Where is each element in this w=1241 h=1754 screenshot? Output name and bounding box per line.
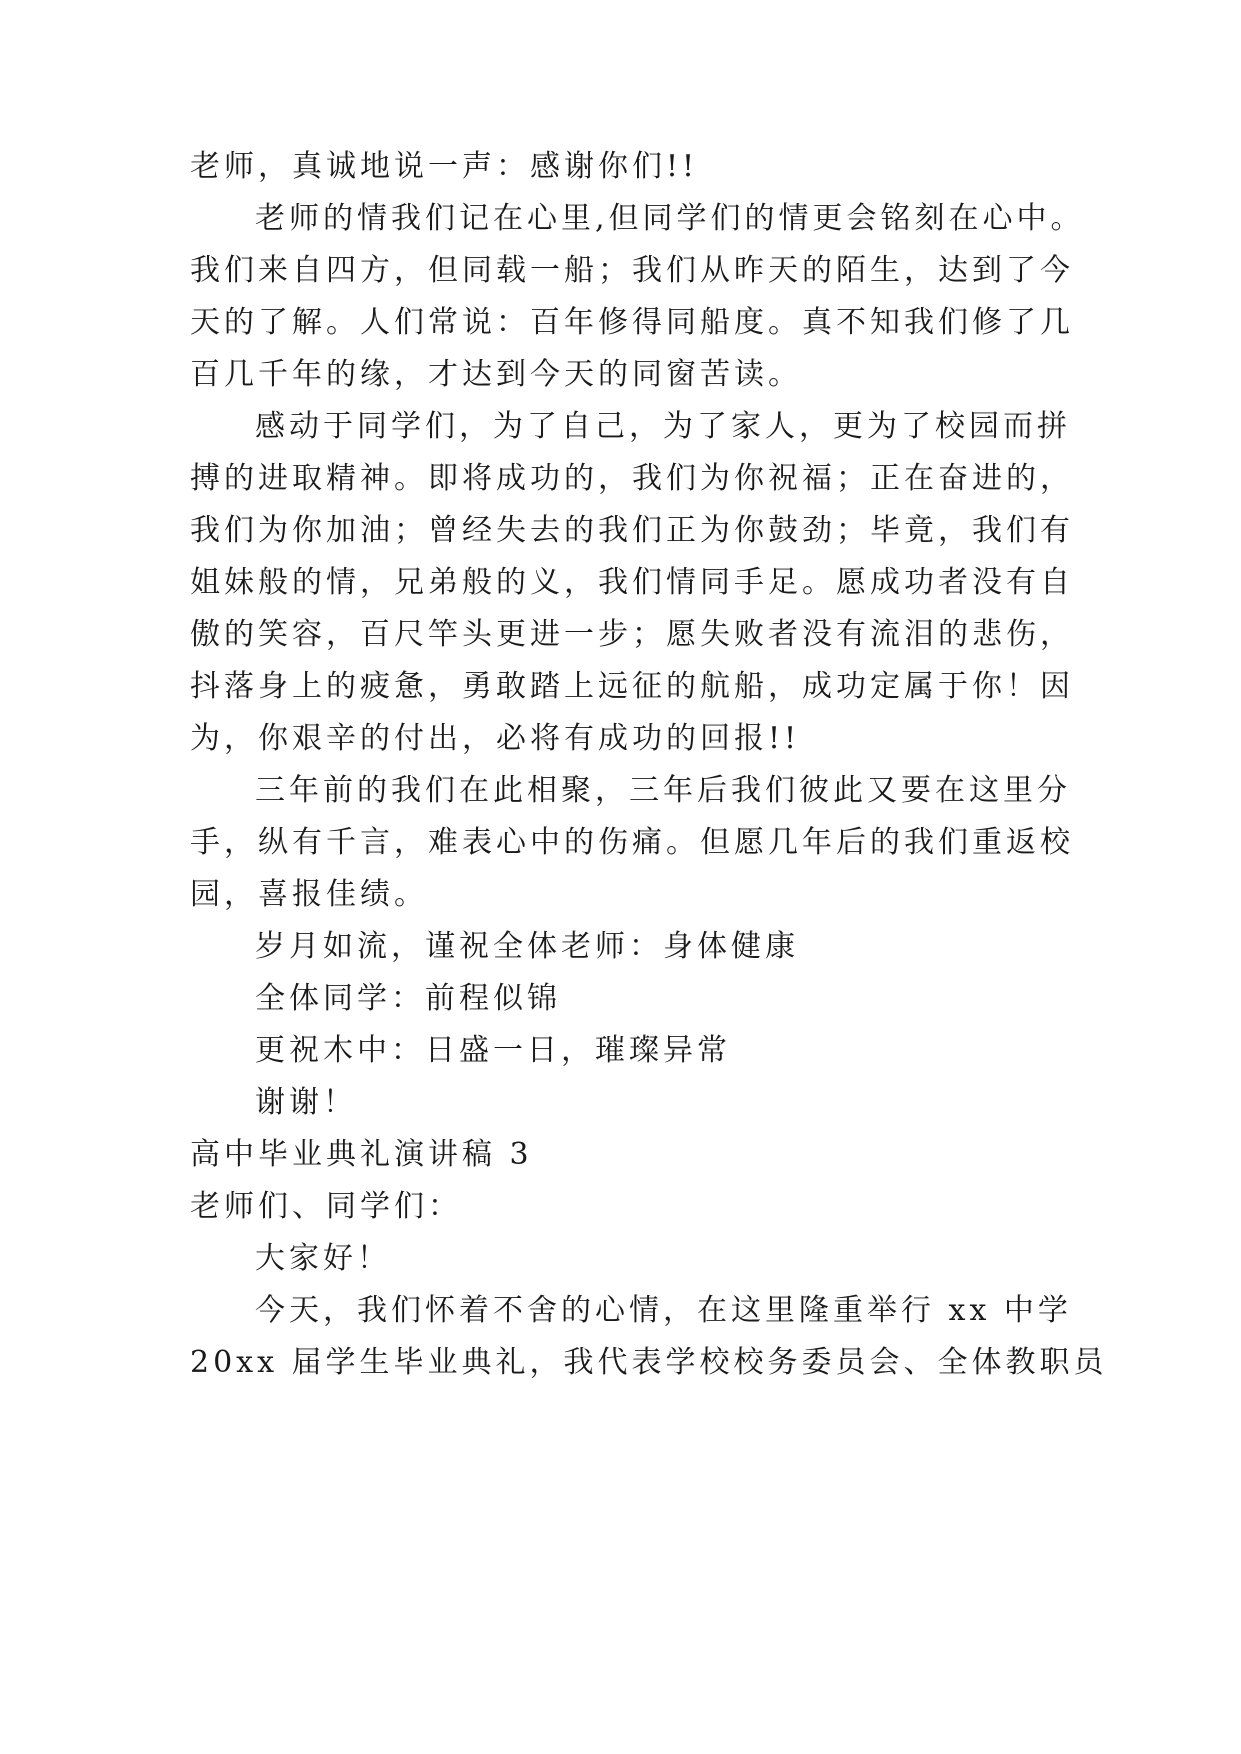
paragraph-line: 全体同学：前程似锦: [255, 981, 561, 1016]
paragraph-line: 搏的进取精神。即将成功的，我们为你祝福；正在奋进的，: [190, 461, 1074, 496]
paragraph-line: 三年前的我们在此相聚，三年后我们彼此又要在这里分: [255, 773, 1071, 808]
paragraph-line: 傲的笑容，百尺竿头更进一步；愿失败者没有流泪的悲伤，: [190, 617, 1074, 652]
paragraph-line: 我们来自四方，但同载一船；我们从昨天的陌生，达到了今: [190, 253, 1074, 288]
paragraph-line: 20xx 届学生毕业典礼，我代表学校校务委员会、全体教职员: [190, 1345, 1108, 1380]
paragraph-line: 百几千年的缘，才达到今天的同窗苦读。: [190, 357, 802, 392]
paragraph-line: 园，喜报佳绩。: [190, 877, 428, 912]
paragraph-line: 岁月如流，谨祝全体老师：身体健康: [255, 929, 799, 964]
paragraph-line: 老师，真诚地说一声：感谢你们!!: [190, 149, 699, 184]
salutation: 老师们、同学们：: [190, 1189, 462, 1224]
paragraph-line: 更祝木中：日盛一日，璀璨异常: [255, 1033, 731, 1068]
paragraph-line: 为，你艰辛的付出，必将有成功的回报!!: [190, 721, 801, 756]
section-heading: 高中毕业典礼演讲稿 3: [190, 1137, 533, 1172]
paragraph-line: 天的了解。人们常说：百年修得同船度。真不知我们修了几: [190, 305, 1074, 340]
paragraph-line: 感动于同学们，为了自己，为了家人，更为了校园而拼: [255, 409, 1071, 444]
paragraph-line: 我们为你加油；曾经失去的我们正为你鼓劲；毕竟，我们有: [190, 513, 1074, 548]
paragraph-line: 老师的情我们记在心里,但同学们的情更会铭刻在心中。: [255, 201, 1085, 236]
greeting: 大家好！: [255, 1241, 391, 1276]
paragraph-line: 手，纵有千言，难表心中的伤痛。但愿几年后的我们重返校: [190, 825, 1074, 860]
paragraph-line: 姐妹般的情，兄弟般的义，我们情同手足。愿成功者没有自: [190, 565, 1074, 600]
paragraph-line: 抖落身上的疲惫，勇敢踏上远征的航船，成功定属于你！因: [190, 669, 1074, 704]
paragraph-line: 今天，我们怀着不舍的心情，在这里隆重举行 xx 中学: [255, 1293, 1072, 1328]
paragraph-line: 谢谢！: [255, 1085, 357, 1120]
